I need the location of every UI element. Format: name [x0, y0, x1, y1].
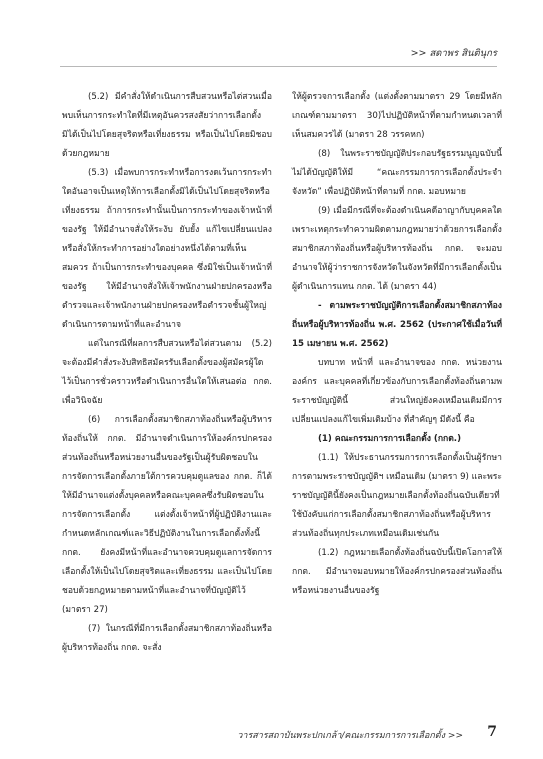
header-divider [60, 66, 497, 67]
paragraph: (8) ในพระราชบัญญัติประกอบรัฐธรรมนูญฉบับนี้ ไม่ได้บัญญัติให้มี “คณะกรรมการการเลือกตั้งประจำจังหวัด” เพื่อปฏิบัติหน้าที่ตามที่ กกต. มอบหมาย [292, 149, 502, 197]
left-column [62, 88, 272, 658]
paragraph: (1.1) ให้ประธานกรรมการการเลือกตั้งเป็นผู้รักษาการตามพระราชบัญญัติฯ เหมือนเดิม (มาตรา 9) และพระราชบัญญัตินี้ยังคงเป็นกฎหมายเลือกตั้งท้องถิ่นฉบับเดียวที่ใช้บังคับแก่การเลือกตั้งสมาชิกสภาท้องถิ่นหรือผู้บริหารส่วนท้องถิ่นทุกประเภทเหมือนเดิมเช่นกัน [292, 453, 502, 539]
page-header [0, 46, 543, 64]
page-number: 7 [487, 724, 497, 740]
paragraph: (6) การเลือกตั้งสมาชิกสภาท้องถิ่นหรือผู้บริหารท้องถิ่นให้ กกต. มีอำนาจดำเนินการให้องค์กรปกครองส่วนท้องถิ่นหรือหน่วยงานอื่นของรัฐเป็นผู้รับผิดชอบในการจัดการเลือกตั้งภายใต้การควบคุมดูแลของ กกต. ก็ได้ให้มีอำนาจแต่งตั้งบุคคลหรือคณะบุคคลซึ่งรับผิดชอบในการจัดการเลือกตั้ง แต่งตั้งเจ้าหน้าที่ผู้ปฏิบัติงานและกำหนดหลักเกณฑ์และวิธีปฏิบัติงานในการเลือกตั้งทั้งนี้ กกต. ยังคงมีหน้าที่และอำนาจควบคุมดูแลการจัดการเลือกตั้งให้เป็นไปโดยสุจริตและเที่ยงธรรม และเป็นไปโดยชอบด้วยกฎหมายตามหน้าที่และอำนาจที่บัญญัติไว้ (มาตรา 27) [62, 415, 272, 615]
paragraph: (7) ในกรณีที่มีการเลือกตั้งสมาชิกสภาท้องถิ่นหรือผู้บริหารท้องถิ่น กกต. จะสั่ง [62, 624, 272, 653]
journal-running-foot: วารสารสถาบันพระปกเกล้า/คณะกรรมการการเลือกตั้ง >> [237, 731, 463, 741]
author-running-head: >> สดาพร สินตินุกร [410, 48, 497, 59]
right-column [292, 88, 502, 601]
paragraph: (9) เมื่อมีกรณีที่จะต้องดำเนินคดีอาญากับบุคคลใดเพราะเหตุกระทำความผิดตามกฎหมายว่าด้วยการเลือกตั้งสมาชิกสภาท้องถิ่นหรือผู้บริหารท้องถิ่น กกต. จะมอบอำนาจให้ผู้ว่าราชการจังหวัดในจังหวัดที่มีการเลือกตั้งเป็นผู้ดำเนินการแทน กกต. ได้ (มาตรา 44) [292, 206, 502, 292]
section-heading: - ตามพระราชบัญญัติการเลือกตั้งสมาชิกสภาท้องถิ่นหรือผู้บริหารท้องถิ่น พ.ศ. 2562 (ประกาศใช้เมื่อวันที่ 15 เมษายน พ.ศ. 2562) [292, 301, 502, 349]
paragraph: ให้ผู้ตรวจการเลือกตั้ง (แต่งตั้งตามมาตรา 29 โดยมีหลักเกณฑ์ตามมาตรา 30)ไปปฏิบัติหน้าที่ตามกำหนดเวลาที่เห็นสมควรได้ (มาตรา 28 วรรคหก) [292, 92, 502, 140]
paragraph: (5.2) มีคำสั่งให้ดำเนินการสืบสวนหรือไต่สวนเมื่อพบเห็นการกระทำใดที่มีเหตุอันควรสงสัยว่าการเลือกตั้งมิได้เป็นไปโดยสุจริตหรือเที่ยงธรรม หรือเป็นไปโดยมิชอบด้วยกฎหมาย [62, 92, 272, 159]
paragraph: บทบาท หน้าที่ และอำนาจของ กกต. หน่วยงาน องค์กร และบุคคลที่เกี่ยวข้องกับการเลือกตั้งท้องถิ่นตามพระราชบัญญัตินี้ ส่วนใหญ่ยังคงเหมือนเดิมมีการเปลี่ยนแปลงแก้ไขเพิ่มเติมบ้าง ที่สำคัญๆ มีดังนี้ คือ [292, 358, 502, 425]
paragraph: (5.3) เมื่อพบการกระทำหรือการงดเว้นการกระทำใดอันอาจเป็นเหตุให้การเลือกตั้งมิได้เป็นไปโดยสุจริตหรือเที่ยงธรรม ถ้าการกระทำนั้นเป็นการกระทำของเจ้าหน้าที่ของรัฐ ให้มีอำนาจสั่งให้ระงับ ยับยั้ง แก้ไขเปลี่ยนแปลง หรือสั่งให้กระทำการอย่างใดอย่างหนึ่งได้ตามที่เห็นสมควร ถ้าเป็นการกระทำของบุคคล ซึ่งมิใช่เป็นเจ้าหน้าที่ของรัฐ ให้มีอำนาจสั่งให้เจ้าพนักงานฝ่ายปกครองหรือตำรวจและเจ้าพนักงานฝ่ายปกครองหรือตำรวจชั้นผู้ใหญ่ดำเนินการตามหน้าที่และอำนาจ [62, 168, 272, 330]
subsection-heading: (1) คณะกรรมการการเลือกตั้ง (กกต.) [318, 434, 461, 444]
paragraph: (1.2) กฎหมายเลือกตั้งท้องถิ่นฉบับนี้เปิดโอกาสให้ กกต. มีอำนาจมอบหมายให้องค์กรปกครองส่วนท้องถิ่น หรือหน่วยงานอื่นของรัฐ [292, 548, 502, 596]
paragraph: แต่ในกรณีที่ผลการสืบสวนหรือไต่สวนตาม (5.2) จะต้องมีคำสั่งระงับสิทธิสมัครรับเลือกตั้งของผู้สมัครผู้ใดไว้เป็นการชั่วคราวหรือดำเนินการอื่นใดให้เสนอต่อ กกต. เพื่อวินิจฉัย [62, 339, 272, 406]
